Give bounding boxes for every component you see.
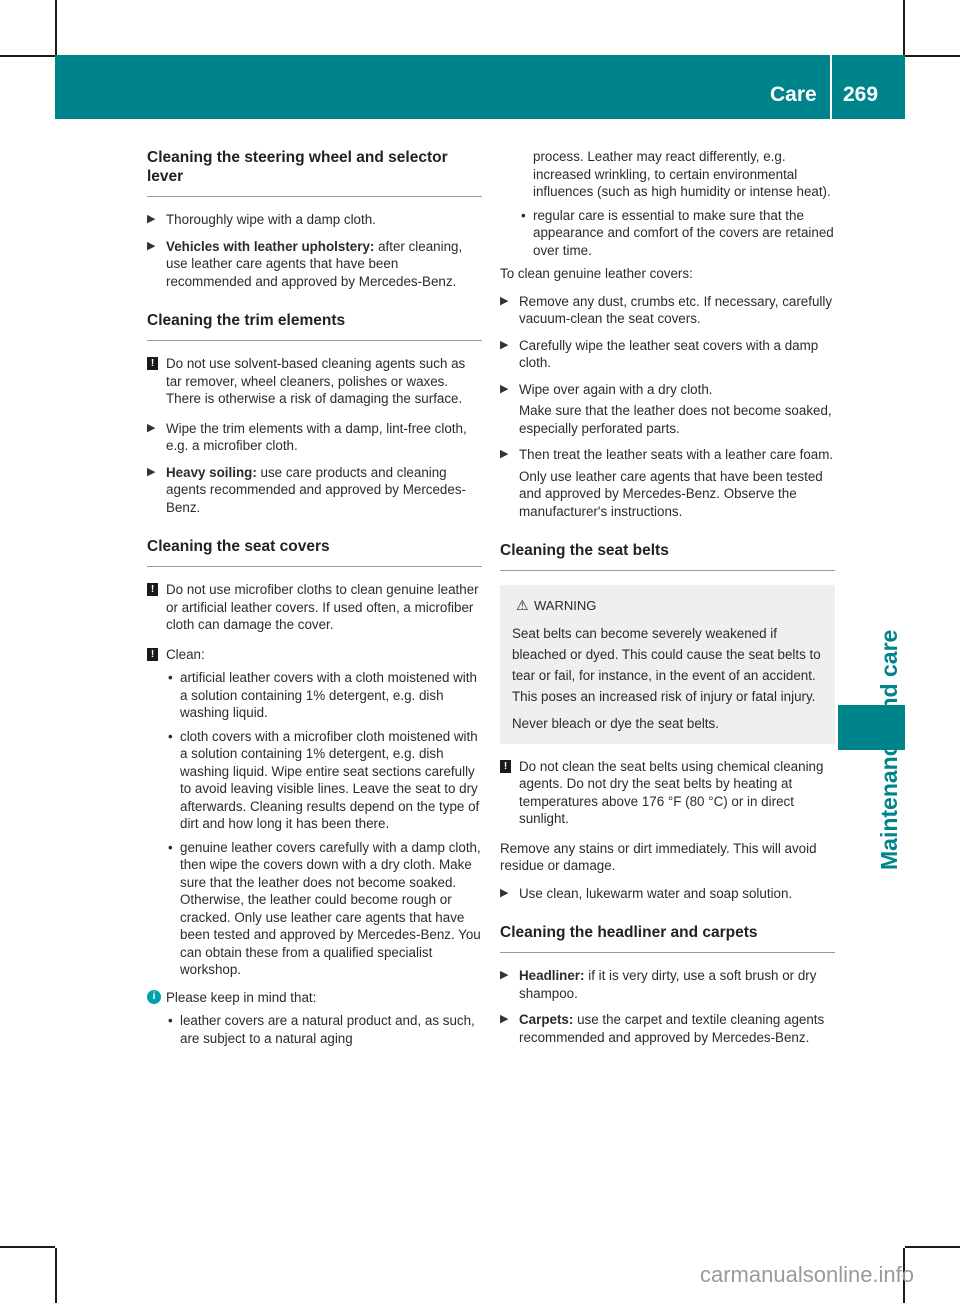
arrow-icon: ▶: [500, 448, 509, 460]
caution-icon: !: [147, 648, 158, 661]
arrow-icon: ▶: [500, 338, 509, 351]
note: ! Do not use solvent-based cleaning agents such as tar remover, wheel cleaners, polishes or waxes. There is otherwise a risk of damaging the surface.: [147, 355, 482, 408]
warning-icon: ⚠: [516, 597, 529, 613]
arrow-icon: ▶: [500, 886, 509, 899]
watermark: carmanualsonline.info: [700, 1262, 915, 1287]
arrow-icon: ▶: [500, 1013, 509, 1025]
heading-steering: Cleaning the steering wheel and selector lever: [147, 148, 482, 197]
list-item: • cloth covers with a microfiber cloth moistened with a solution containing 1% detergent, e.g. dish washing liquid. Wipe entire seat sections carefully to avoid leaving visible lines. Leave the seat to dry afterwards. Cleaning results depend on the type of dirt and how long it has been there.: [168, 728, 480, 831]
caution-icon: !: [500, 760, 511, 773]
info-note: i Please keep in mind that:: [147, 989, 482, 1007]
arrow-icon: ▶: [500, 294, 509, 307]
side-tab-marker: [838, 705, 905, 750]
arrow-icon: ▶: [147, 239, 156, 252]
warning-box: ⚠ WARNING Seat belts can become severely weakened if bleached or dyed. This could cause the seat belts to tear or fail, for instance, in the event of an accident. This poses an increased risk of injury or fatal injury. Never bleach or dye the seat belts.: [500, 585, 835, 744]
step: ▶ Vehicles with leather upholstery: after cleaning, use leather care agents that have been recommended and approved by Mercedes-Benz.: [147, 238, 463, 289]
list-item: • genuine leather covers carefully with a damp cloth, then wipe the covers down with a dry cloth. Make sure that the leather does not become soaked. Otherwise, the leather could become rough or cracked. Only use leather care agents that have been tested and approved by Mercedes-Benz. You can obtain these from a qualified specialist workshop.: [168, 839, 481, 977]
caution-icon: !: [147, 357, 158, 370]
step: ▶ Heavy soiling: use care products and cleaning agents recommended and approved by Mercedes-Benz.: [147, 464, 466, 515]
arrow-icon: ▶: [147, 465, 156, 478]
step: ▶ Wipe over again with a dry cloth. Make sure that the leather does not become soaked, especially perforated parts.: [500, 381, 832, 436]
heading-headliner: Cleaning the headliner and carpets: [500, 923, 835, 953]
crop-mark: [903, 0, 905, 55]
crop-mark: [905, 55, 960, 57]
arrow-icon: ▶: [500, 969, 509, 981]
header-divider: [830, 55, 832, 119]
section-title: Care: [770, 83, 817, 106]
step: ▶ Remove any dust, crumbs etc. If necessary, carefully vacuum-clean the seat covers.: [500, 293, 833, 326]
paragraph: To clean genuine leather covers:: [500, 266, 693, 281]
heading-seat-belts: Cleaning the seat belts: [500, 541, 835, 571]
crop-mark: [55, 1248, 57, 1303]
heading-trim: Cleaning the trim elements: [147, 311, 482, 341]
arrow-icon: ▶: [500, 382, 509, 395]
warning-heading: ⚠ WARNING: [516, 597, 597, 613]
heading-seat-covers: Cleaning the seat covers: [147, 537, 482, 567]
arrow-icon: ▶: [147, 213, 156, 225]
note: ! Clean:: [147, 646, 482, 664]
list-item: • leather covers are a natural product and, as such, are subject to a natural aging: [168, 1013, 475, 1046]
note: ! Do not use microfiber cloths to clean genuine leather or artificial leather covers. If used often, a microfiber cloth can damage the cover.: [147, 581, 482, 634]
step: ▶ Thoroughly wipe with a damp cloth.: [147, 212, 376, 227]
paragraph: Remove any stains or dirt immediately. This will avoid residue or damage.: [500, 840, 817, 873]
right-column: process. Leather may react differently, e.g. increased wrinkling, to certain environmental influences (such as high humidity or intense heat). • regular care is essential to make sure that the appearance and comfort of the covers are retained over time. To clean genuine leather covers: ▶ Remove any dust, crumbs etc. If necessary, carefully vacuum-clean the seat covers. ▶ Carefully wipe the leather seat covers with a damp cloth. ▶ Wipe over again with a dry cloth. Make sure that the leather does not become soaked, especially perforated parts. ▶ Then treat the leather seats with a leather care foam. Only use leather care agents that have been tested and approved by Mercedes-Benz. Observe the manufacturer's instructions. Cleaning the seat belts ⚠ WARNING Seat belts can become severely weakened if bleached or dyed. This could cause the seat belts to tear or fail, for instance, in the event of an accident. This poses an increased risk of injury or fatal injury. Never bleach or dye the seat belts. ! Do not clean the seat belts using chemical cleaning agents. Do not dry the seat belts by heating at temperatures above 176 °F (80 °C) or in direct sunlight. Remove any stains or dirt immediately. This will avoid residue or damage. ▶ Use clean, lukewarm water and soap solution. Cleaning the headliner and carpets ▶ Headliner: if it is very dirty, use a soft brush or dry shampoo. ▶ Carpets: use the carpet and textile cleaning agents recommended and approved by Mercedes-Benz.: [500, 149, 834, 1045]
step: ▶ Carefully wipe the leather seat covers with a damp cloth.: [500, 337, 819, 370]
info-icon: i: [147, 990, 161, 1004]
crop-mark: [0, 55, 55, 57]
crop-mark: [905, 1246, 960, 1248]
crop-mark: [0, 1246, 55, 1248]
step: ▶ Headliner: if it is very dirty, use a soft brush or dry shampoo.: [500, 968, 817, 1001]
caution-icon: !: [147, 583, 158, 596]
step: ▶ Use clean, lukewarm water and soap solution.: [500, 885, 793, 901]
left-column: [147, 148, 482, 1053]
note: ! Do not clean the seat belts using chemical cleaning agents. Do not dry the seat belts by heating at temperatures above 176 °F (80 °C) or in direct sunlight.: [500, 758, 835, 828]
step: ▶ Then treat the leather seats with a leather care foam. Only use leather care agents that have been tested and approved by Mercedes-Benz. Observe the manufacturer's instructions.: [500, 447, 834, 519]
page-number: 269: [843, 83, 879, 106]
list-item: • regular care is essential to make sure that the appearance and comfort of the covers are retained over time.: [521, 207, 834, 258]
crop-mark: [55, 0, 57, 55]
list-item: • artificial leather covers with a cloth moistened with a solution containing 1% detergent, e.g. dish washing liquid.: [168, 670, 477, 720]
step: ▶ Carpets: use the carpet and textile cleaning agents recommended and approved by Mercedes-Benz.: [500, 1012, 825, 1045]
arrow-icon: ▶: [147, 421, 156, 434]
step: ▶ Wipe the trim elements with a damp, lint-free cloth, e.g. a microfiber cloth.: [147, 420, 467, 453]
